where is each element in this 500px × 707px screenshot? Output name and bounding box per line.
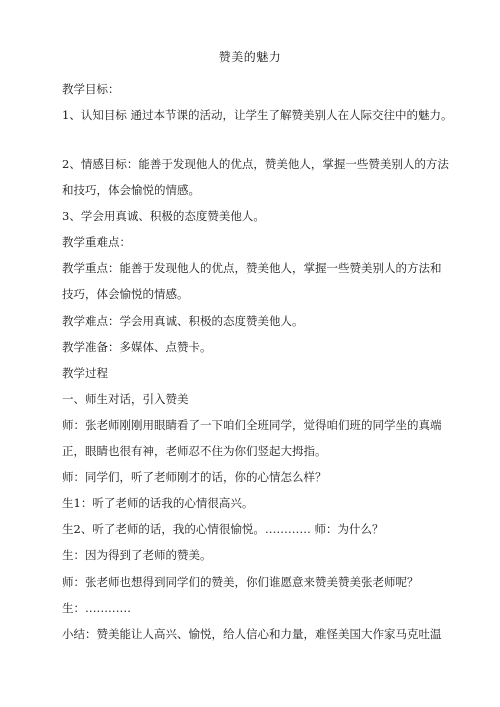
text-line: 正，眼睛也很有神，老师忍不住为你们竖起大拇指。 (62, 444, 327, 458)
text-line: 师：张老师也想得到同学们的赞美，你们谁愿意来赞美赞美张老师呢？ (62, 575, 419, 589)
text-line: 3、学会用真诚、积极的态度赞美他人。 (62, 209, 265, 223)
text-line: 2、情感目标：能善于发现他人的优点，赞美他人，掌握一些赞美别人的方法 (62, 157, 449, 171)
text-line: 教学重点：能善于发现他人的优点，赞美他人，掌握一些赞美别人的方法和 (62, 261, 442, 275)
text-line: 1、认知目标 通过本节课的活动，让学生了解赞美别人在人际交往中的魅力。 (62, 108, 453, 122)
text-line: 教学难点：学会用真诚、积极的态度赞美他人。 (62, 314, 304, 328)
text-line: 技巧，体会愉悦的情感。 (62, 287, 189, 301)
text-line: 小结：赞美能让人高兴、愉悦，给人信心和力量，难怪美国大作家马克吐温 (62, 627, 442, 641)
text-line: 教学过程 (62, 366, 108, 380)
text-line: 师：同学们，听了老师刚才的话，你的心情怎么样？ (62, 470, 327, 484)
text-line: 和技巧，体会愉悦的情感。 (62, 183, 200, 197)
text-line: 师：张老师刚刚用眼睛看了一下咱们全班同学，觉得咱们班的同学坐的真端 (62, 418, 442, 432)
document-title: 赞美的魅力 (218, 50, 282, 64)
text-line: 教学目标： (62, 82, 120, 96)
text-line: 一、师生对话，引入赞美 (62, 392, 189, 406)
text-line: 教学准备：多媒体、点赞卡。 (62, 340, 212, 354)
text-line: 教学重难点： (62, 235, 131, 249)
text-line: 生：因为得到了老师的赞美。 (62, 548, 212, 562)
text-line: 生1：听了老师的话我的心情很高兴。 (62, 496, 254, 510)
text-line: 生2、听了老师的话，我的心情很愉悦。………… 师：为什么？ (62, 522, 384, 536)
text-line: 生：………… (62, 601, 131, 615)
